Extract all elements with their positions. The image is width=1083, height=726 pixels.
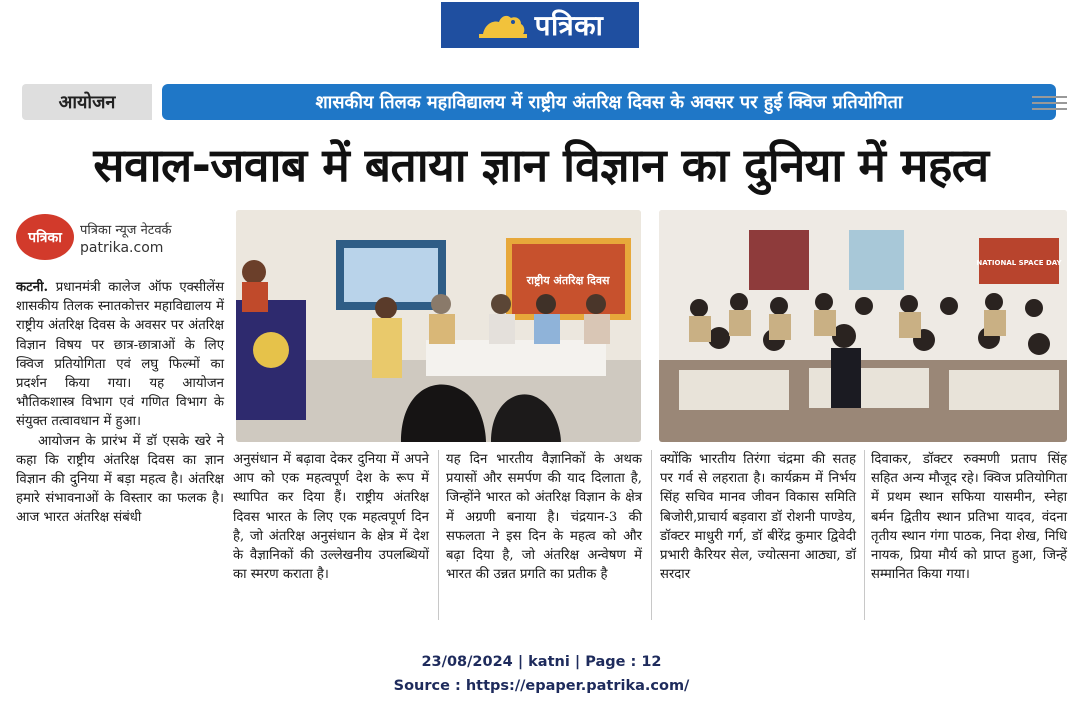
byline-logo: पत्रिका <box>16 214 74 260</box>
article-column-4: क्योंकि भारतीय तिरंगा चंद्रमा की सतह पर गर्व से लहराता है। कार्यक्रम में निर्भय सिंह सचिव मानव जीवन विकास समिति बिजोरी,प्राचार्य बड़वारा डॉ रोशनी पाण्डेय, डॉक्टर माधुरी गर्ग, डॉ बीरेंद्र कुमार द्विवेदी प्रभारी कैरियर सेल, ज्योत्सना आठ्या, डॉ सरदार <box>660 452 856 583</box>
footer-source-line: Source : https://epaper.patrika.com/ <box>393 678 690 694</box>
column-divider <box>438 450 439 620</box>
stage-photo-image <box>236 210 641 442</box>
category-tag: आयोजन <box>22 84 152 120</box>
headline: सवाल-जवाब में बताया ज्ञान विज्ञान का दुनिया में महत्व <box>93 138 989 192</box>
photo-stage-event <box>236 210 641 442</box>
classroom-banner-text: NATIONAL SPACE DAY <box>976 259 1062 267</box>
column-divider <box>864 450 865 620</box>
article-column-3: यह दिन भारतीय वैज्ञानिकों के अथक प्रयासों और समर्पण की याद दिलाता है, जिन्होंने भारत को अंतरिक्ष विज्ञान के क्षेत्र में अग्रणी बनाया है। चंद्रयान-3 की सफलता ने इस दिन के महत्व को और बढ़ा दिया है, जो अंतरिक्ष अन्वेषण में भारत की उन्नत प्रगति का प्रतीक है <box>446 452 642 583</box>
byline <box>16 212 226 264</box>
dais-table <box>426 340 606 376</box>
student-front <box>831 348 861 408</box>
photo-classroom-quiz <box>659 210 1067 442</box>
article-column-5: दिवाकर, डॉक्टर रुक्मणी प्रताप सिंह सहित अन्य मौजूद रहे। क्विज प्रतियोगिता में प्रथम स्थान सफिया यासमीन, स्नेहा बर्मन द्वितीय स्थान प्रतिभा यादव, वंदना तृतीय स्थान गंगा पाठक, निदा शेख, निधि नायक, प्रिया मौर्य को प्राप्त हुआ, जिन्हें सम्मानित किया गया। <box>871 452 1067 583</box>
footer-date-line: 23/08/2024 | katni | Page : 12 <box>421 654 662 670</box>
column-divider <box>651 450 652 620</box>
paragraph <box>16 278 224 432</box>
stage-banner-text: राष्ट्रीय अंतरिक्ष दिवस <box>526 274 610 287</box>
article-column-2: अनुसंधान में बढ़ावा देकर दुनिया में अपने आप को एक महत्वपूर्ण देश के रूप में स्थापित कर दिया हैं। राष्ट्रीय अंतरिक्ष दिवस भारत के लिए एक महत्वपूर्ण दिन है, जो अंतरिक्ष अनुसंधान के क्षेत्र में देश के वैज्ञानिकों की उल्लेखनीय उपलब्धियों का स्मरण कराता है। <box>233 452 429 583</box>
dateline: कटनी. <box>16 280 49 295</box>
category-row <box>22 84 1067 120</box>
decorative-lines-icon <box>1032 96 1067 110</box>
byline-network: पत्रिका न्यूज नेटवर्क <box>80 223 172 238</box>
paragraph-text: प्रधानमंत्री कालेज ऑफ एक्सीलेंस शासकीय तिलक स्नातकोत्तर महाविद्यालय में राष्ट्रीय अंतरिक्ष दिवस के अवसर पर अंतरिक्ष विज्ञान विषय पर छात्र-छात्राओं के लिए क्विज प्रतियोगिता एवं लघु फिल्मों का प्रदर्शन किया गया। यह आयोजन भौतिकशास्त्र विभाग एवं गणित विभाग के संयुक्त तत्वावधान में हुआ। <box>16 280 224 430</box>
masthead-name: पत्रिका <box>534 9 604 42</box>
paragraph: आयोजन के प्रारंभ में डॉ एसके खरे ने कहा कि राष्ट्रीय अंतरिक्ष दिवस का ज्ञान विज्ञान की दुनिया में बड़ा महत्व है। अंतरिक्ष हमारे संभावनाओं के विस्तार का फलक है। आज भारत अंतरिक्ष संबंधी <box>16 433 224 526</box>
byline-site: patrika.com <box>80 240 164 256</box>
article-column-1 <box>16 278 224 528</box>
classroom-photo-image <box>659 210 1067 442</box>
masthead <box>441 2 639 48</box>
category-strip: शासकीय तिलक महाविद्यालय में राष्ट्रीय अंतरिक्ष दिवस के अवसर पर हुई क्विज प्रतियोगिता <box>162 84 1056 120</box>
lion-logo-icon <box>477 10 529 40</box>
